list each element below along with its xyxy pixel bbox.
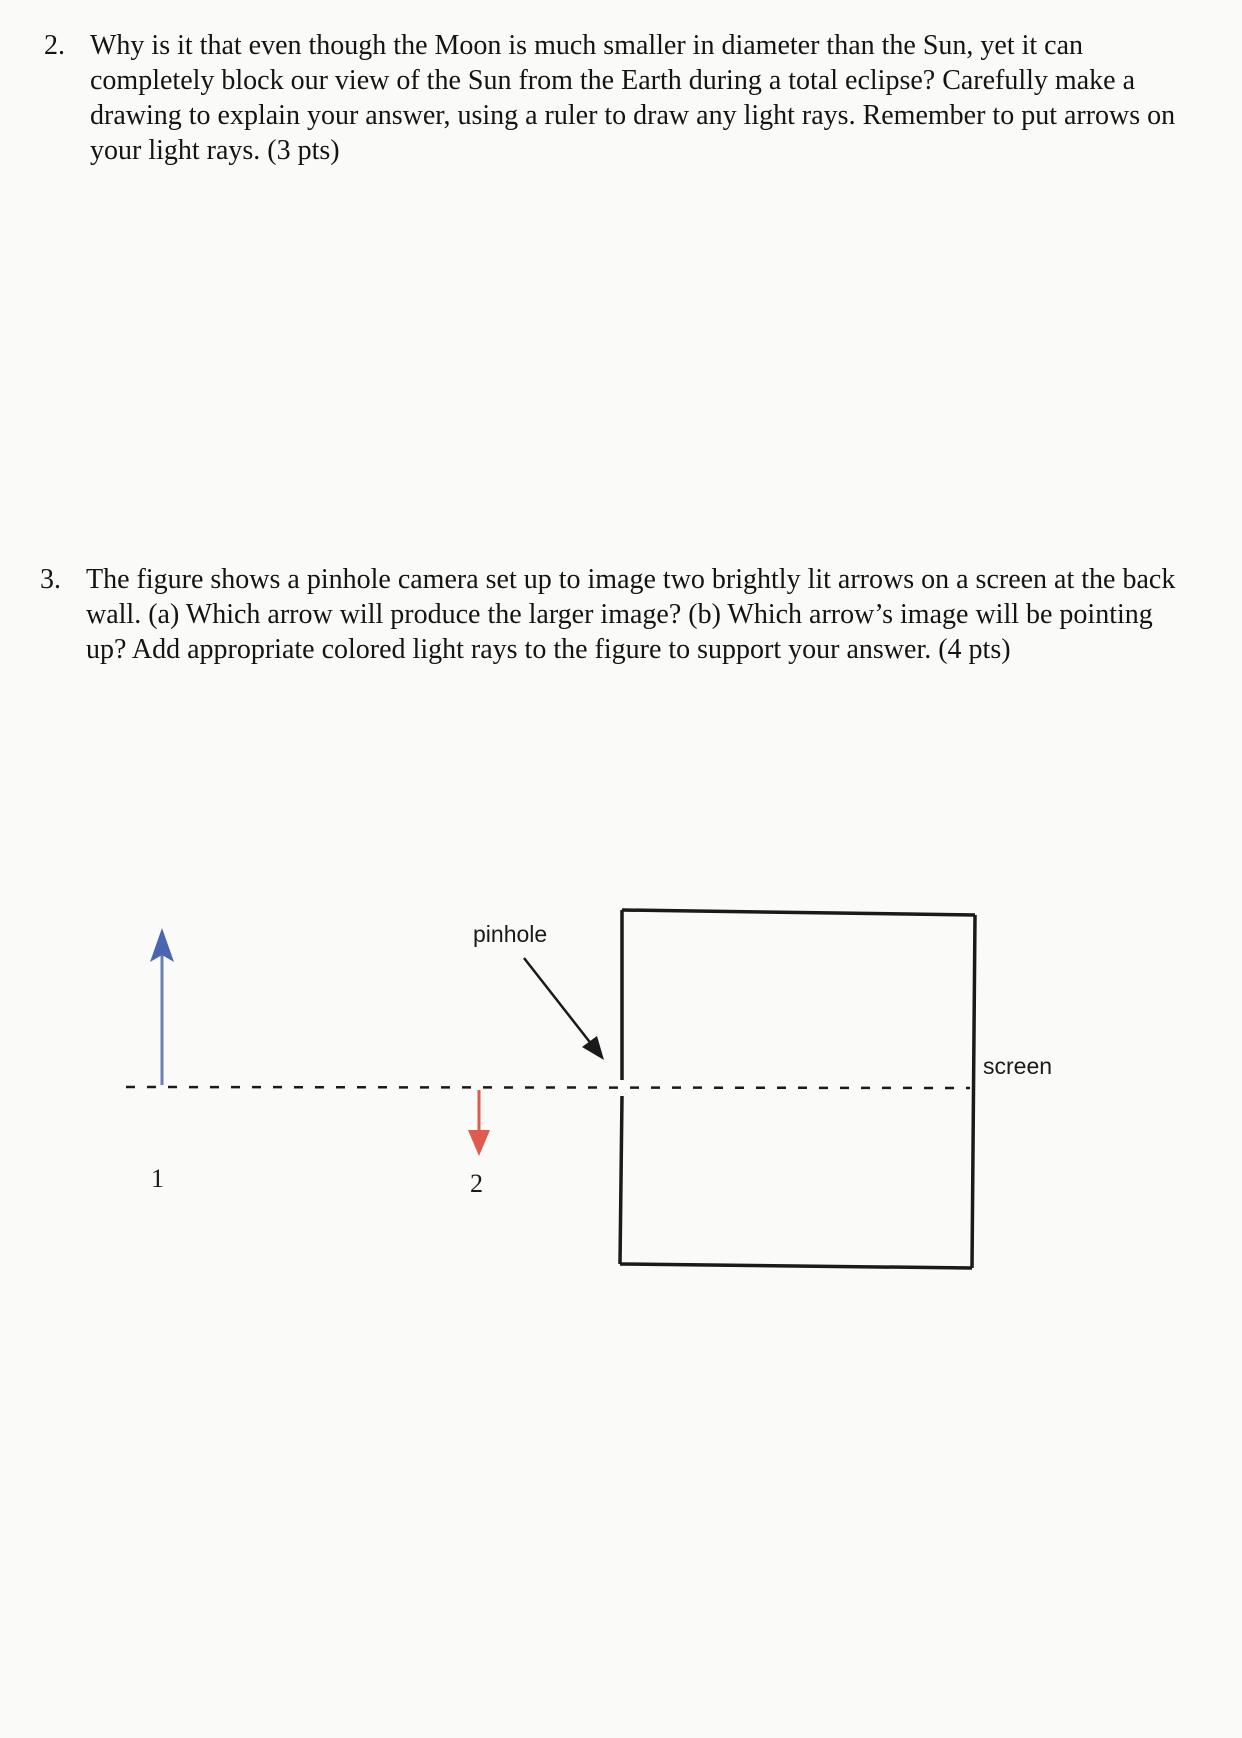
pinhole-label: pinhole [473, 921, 548, 947]
question-3-number: 3. [40, 564, 61, 595]
optical-axis-dashed-line [126, 1087, 970, 1088]
pinhole-pointer-line [524, 958, 596, 1050]
screen-label: screen [983, 1053, 1053, 1079]
camera-top-wall [622, 910, 975, 915]
question-2-number: 2. [44, 30, 65, 61]
camera-bottom-wall [620, 1264, 972, 1268]
arrow-1-label: 1 [151, 1164, 164, 1193]
question-3-text: The figure shows a pinhole camera set up to image two brightly lit arrows on a screen at the back wall. (a) Which arrow will produce the larger image? (b) Which arrow’s image will be pointing up? Add appropriate colored light rays to the figure to support your answer. (4 pts) [86, 564, 1176, 665]
question-2-text: Why is it that even though the Moon is much smaller in diameter than the Sun, yet it can completely block our view of the Sun from the Earth during a total eclipse? Carefully make a drawing to explain your answer, using a ruler to draw any light rays. Remember to put arrows on your light rays. (3 pts) [90, 30, 1176, 166]
pinhole-pointer-arrowhead [582, 1036, 604, 1060]
camera-front-wall-lower [620, 1096, 622, 1264]
object-arrow-2-head [468, 1130, 490, 1156]
arrow-2-label: 2 [470, 1169, 483, 1198]
screen-back-wall [972, 915, 975, 1268]
